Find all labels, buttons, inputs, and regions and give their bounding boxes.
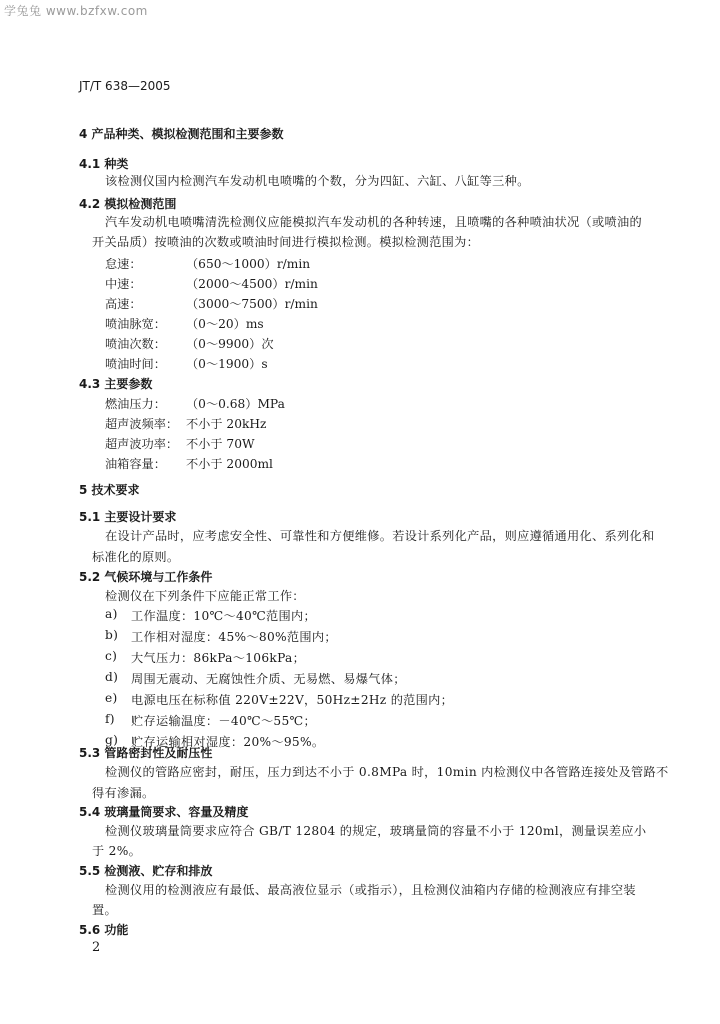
parameter-value: 不小于 70W (186, 437, 255, 451)
list-item: 贮存运输温度：－40℃～55℃； (131, 714, 316, 728)
section-4-heading: 4 产品种类、模拟检测范围和主要参数 (79, 127, 284, 141)
section-5-3-heading: 5.3 管路密封性及耐压性 (79, 746, 213, 760)
section-5-2-text: 检测仪在下列条件下应能正常工作： (105, 589, 305, 603)
section-4-3-heading: 4.3 主要参数 (79, 377, 153, 391)
parameter-value: （0～0.68）MPa (186, 397, 285, 411)
section-5-3-text-line2: 得有渗漏。 (92, 786, 155, 800)
range-value: （3000～7500）r/min (186, 297, 318, 311)
section-5-4-text-line1: 检测仪玻璃量筒要求应符合 GB/T 12804 的规定，玻璃量筒的容量不小于 120ml，测量误差应小 (105, 824, 647, 838)
range-label: 喷油脉宽： (105, 317, 166, 331)
section-5-4-heading: 5.4 玻璃量筒要求、容量及精度 (79, 805, 249, 819)
range-label: 中速： (105, 277, 142, 291)
section-4-2-heading: 4.2 模拟检测范围 (79, 197, 177, 211)
section-5-5-text-line1: 检测仪用的检测液应有最低、最高液位显示（或指示），且检测仪油箱内存储的检测液应有排空装 (105, 883, 636, 897)
parameter-value: 不小于 2000ml (186, 457, 273, 471)
list-item-mark: g) (105, 733, 119, 747)
list-item-mark: a) (105, 607, 118, 621)
list-item: 电源电压在标称值 220V±22V，50Hz±2Hz 的范围内； (131, 693, 454, 707)
list-item: 工作温度：10℃～40℃范围内； (131, 609, 316, 623)
parameter-label: 燃油压力： (105, 397, 166, 411)
list-item-mark: f) (105, 712, 115, 726)
section-5-1-text-line2: 标准化的原则。 (92, 550, 180, 564)
section-4-1-text: 该检测仪国内检测汽车发动机电喷嘴的个数，分为四缸、六缸、八缸等三种。 (105, 174, 530, 188)
page-number: 2 (92, 940, 101, 955)
section-5-1-heading: 5.1 主要设计要求 (79, 510, 177, 524)
watermark: 学兔兔 www.bzfxw.com (4, 4, 148, 18)
section-5-6-heading: 5.6 功能 (79, 923, 129, 937)
parameter-label: 超声波频率： (105, 417, 179, 431)
list-item: 周围无震动、无腐蚀性介质、无易燃、易爆气体； (131, 672, 406, 686)
section-4-2-text-line2: 开关品质）按喷油的次数或喷油时间进行模拟检测。模拟检测范围为： (92, 235, 480, 249)
range-label: 怠速： (105, 257, 142, 271)
section-5-5-heading: 5.5 检测液、贮存和排放 (79, 864, 213, 878)
parameter-label: 超声波功率： (105, 437, 179, 451)
standard-number: JT/T 638—2005 (79, 79, 171, 93)
range-value: （2000～4500）r/min (186, 277, 318, 291)
section-4-1-heading: 4.1 种类 (79, 157, 129, 171)
range-label: 高速： (105, 297, 142, 311)
list-item: 大气压力：86kPa～106kPa； (131, 651, 306, 665)
section-5-3-text-line1: 检测仪的管路应密封，耐压，压力到达不小于 0.8MPa 时，10min 内检测仪中各管路连接处及管路不 (105, 765, 669, 779)
range-value: （0～20）ms (186, 317, 264, 331)
list-item: 贮存运输相对湿度：20%～95%。 (131, 735, 325, 749)
range-label: 喷油次数： (105, 337, 166, 351)
section-5-4-text-line2: 于 2%。 (92, 844, 142, 858)
list-item-mark: d) (105, 670, 119, 684)
section-5-heading: 5 技术要求 (79, 483, 140, 497)
parameter-value: 不小于 20kHz (186, 417, 267, 431)
list-item-mark: c) (105, 649, 118, 663)
parameter-label: 油箱容量： (105, 457, 166, 471)
range-value: （650～1000）r/min (186, 257, 311, 271)
section-5-5-text-line2: 置。 (92, 903, 117, 917)
range-value: （0～1900）s (186, 357, 268, 371)
list-item: 工作相对湿度：45%～80%范围内； (131, 630, 337, 644)
section-4-2-text-line1: 汽车发动机电喷嘴清洗检测仪应能模拟汽车发动机的各种转速，且喷嘴的各种喷油状况（或喷油的 (105, 215, 642, 229)
range-value: （0～9900）次 (186, 337, 274, 351)
section-5-1-text-line1: 在设计产品时，应考虑安全性、可靠性和方便维修。若设计系列化产品，则应遵循通用化、系列化和 (105, 529, 655, 543)
list-item-mark: b) (105, 628, 119, 642)
list-item-mark: e) (105, 691, 118, 705)
range-label: 喷油时间： (105, 357, 166, 371)
section-5-2-heading: 5.2 气候环境与工作条件 (79, 570, 213, 584)
